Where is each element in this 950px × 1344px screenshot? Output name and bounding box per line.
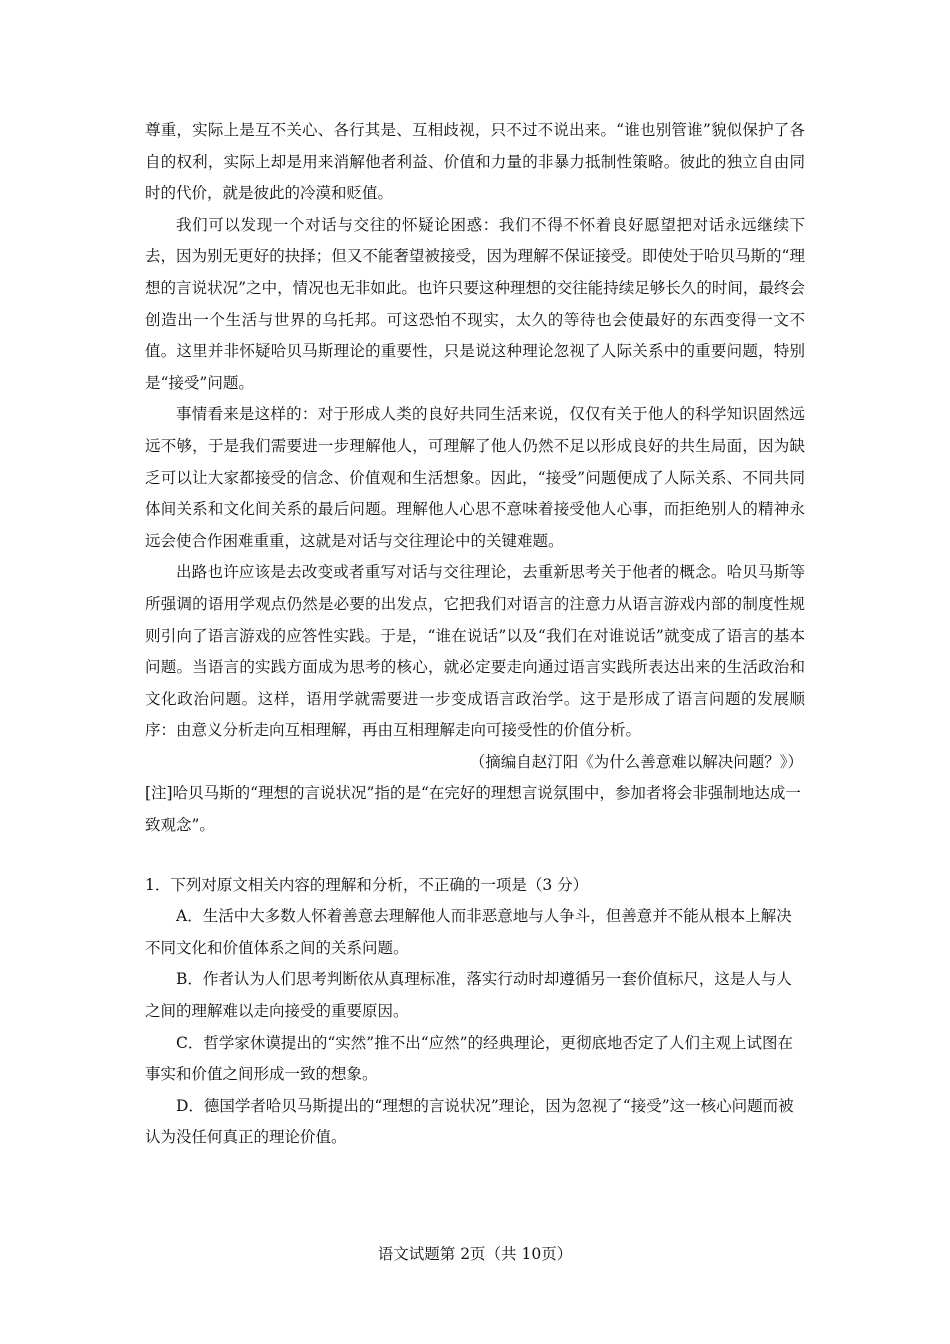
question-1: [145, 870, 805, 1154]
passage-paragraph-1: 尊重，实际上是互不关心、各行其是、互相歧视，只不过不说出来。“谁也别管谁”貌似保护了各自的权利，实际上却是用来消解他者利益、价值和力量的非暴力抵制性策略。彼此的独立自由同时的代价，就是彼此的冷漠和贬值。: [145, 121, 805, 203]
passage-paragraph-3: 事情看来是这样的：对于形成人类的良好共同生活来说，仅仅有关于他人的科学知识固然远远不够，于是我们需要进一步理解他人，可理解了他人仍然不足以形成良好的共生局面，因为缺乏可以让大家都接受的信念、价值观和生活想象。因此，“接受”问题便成了人际关系、不同共同体间关系和文化间关系的最后问题。理解他人心思不意味着接受他人心事，而拒绝别人的精神永远会使合作困难重重，这就是对话与交往理论中的关键难题。: [145, 405, 805, 550]
page-content: [145, 115, 805, 1154]
option-d: D．德国学者哈贝马斯提出的“理想的言说状况”理论，因为忽视了“接受”这一核心问题而被认为没任何真正的理论价值。: [145, 1096, 794, 1147]
question-stem: 1．下列对原文相关内容的理解和分析，不正确的一项是（3 分）: [145, 875, 589, 894]
option-b: B．作者认为人们思考判断依从真理标准，落实行动时却遵循另一套价值标尺，这是人与人之间的理解难以走向接受的重要原因。: [145, 970, 792, 1021]
option-a: A．生活中大多数人怀着善意去理解他人而非恶意地与人争斗，但善意并不能从根本上解决不同文化和价值体系之间的关系问题。: [145, 907, 792, 957]
passage-note: [注]哈贝马斯的“理想的言说状况”指的是“在完好的理想言说氛围中，参加者将会非强制地达成一致观念”。: [145, 784, 801, 835]
reading-passage: [145, 115, 805, 842]
passage-source: （摘编自赵汀阳《为什么善意难以解决问题？》）: [469, 752, 803, 771]
page-footer: 语文试题第 2页（共 10页）: [377, 1245, 573, 1263]
passage-paragraph-2: 我们可以发现一个对话与交往的怀疑论困惑：我们不得不怀着良好愿望把对话永远继续下去，因为别无更好的抉择；但又不能奢望被接受，因为理解不保证接受。即使处于哈贝马斯的“理想的言说状况”之中，情况也无非如此。也许只要这种理想的交往能持续足够长久的时间，最终会创造出一个生活与世界的乌托邦。可这恐怕不现实，太久的等待也会使最好的东西变得一文不值。这里并非怀疑哈贝马斯理论的重要性，只是说这种理论忽视了人际关系中的重要问题，特别是“接受”问题。: [145, 215, 805, 392]
option-c: C．哲学家休谟提出的“实然”推不出“应然”的经典理论，更彻底地否定了人们主观上试图在事实和价值之间形成一致的想象。: [145, 1033, 794, 1084]
passage-paragraph-4: 出路也许应该是去改变或者重写对话与交往理论，去重新思考关于他者的概念。哈贝马斯等所强调的语用学观点仍然是必要的出发点，它把我们对语言的注意力从语言游戏内部的制度性规则引向了语言游戏的应答性实践。于是，“谁在说话”以及“我们在对谁说话”就变成了语言的基本问题。当语言的实践方面成为思考的核心，就必定要走向通过语言实践所表达出来的生活政治和文化政治问题。这样，语用学就需要进一步变成语言政治学。这于是形成了语言问题的发展顺序：由意义分析走向互相理解，再由互相理解走向可接受性的价值分析。: [145, 563, 805, 740]
